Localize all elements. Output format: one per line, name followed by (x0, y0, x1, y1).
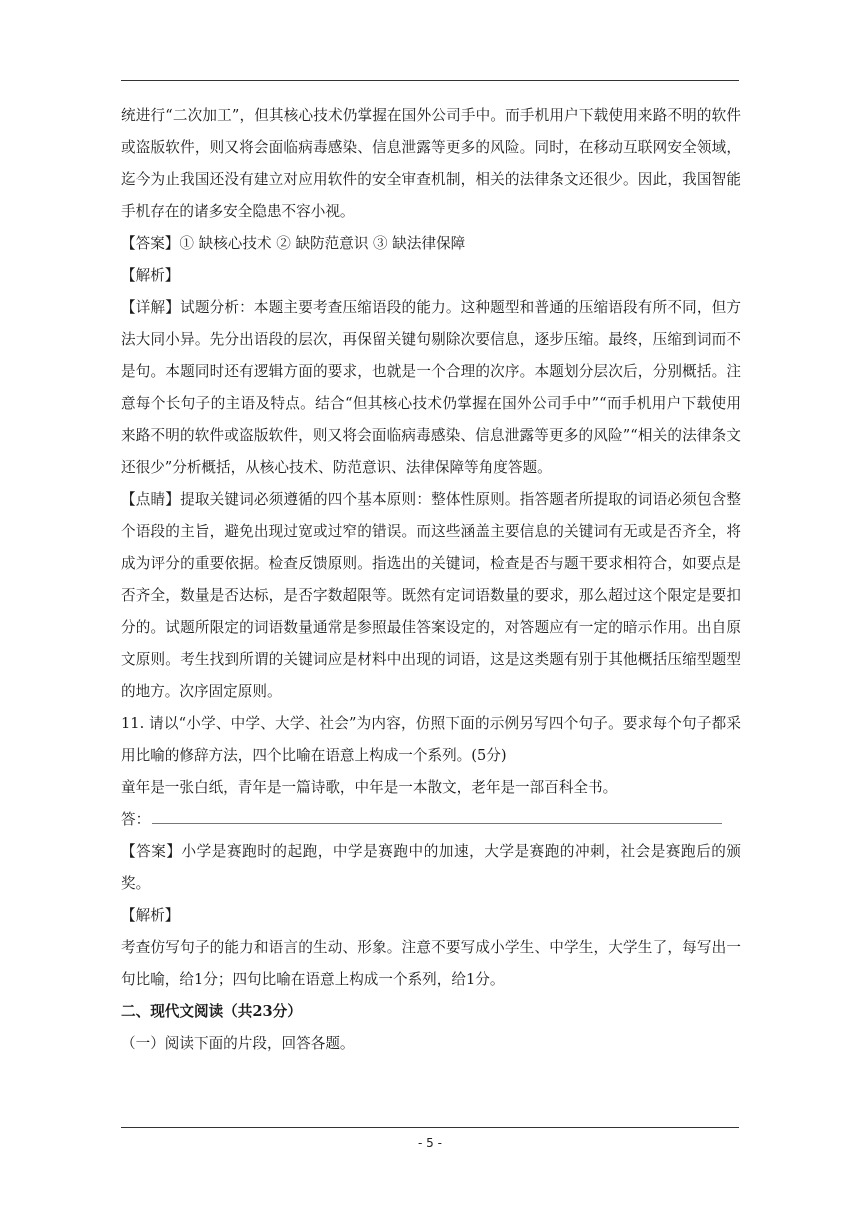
paragraph-continuation: 统进行“二次加工”，但其核心技术仍掌握在国外公司手中。而手机用户下载使用来路不明的软件或盗版软件，则又将会面临病毒感染、信息泄露等更多的风险。同时，在移动互联网安全领域，迄今为止我国还没有建立对应用软件的安全审查机制，相关的法律条文还很少。因此，我国智能手机存在的诸多安全隐患不容小视。 (121, 107, 741, 220)
analysis-q11: 考查仿写句子的能力和语言的生动、形象。注意不要写成小学生、中学生，大学生了，每写出一句比喻，给1分；四句比喻在语意上构成一个系列，给1分。 (121, 939, 741, 988)
answer-line (121, 804, 741, 836)
example-sentence: 童年是一张白纸，青年是一篇诗歌，中年是一本散文，老年是一部百科全书。 (121, 779, 618, 796)
section-heading: 二、现代文阅读（共23分） (121, 1003, 302, 1020)
analysis-label: 【解析】 (121, 267, 180, 284)
answer-q11: 【答案】小学是赛跑时的起跑，中学是赛跑中的加速，大学是赛跑的冲刺，社会是赛跑后的颁奖。 (121, 843, 741, 892)
question-11: 11. 请以“小学、中学、大学、社会”为内容，仿照下面的示例另写四个句子。要求每个句子都采用比喻的修辞方法，四个比喻在语意上构成一个系列。(5分) (121, 715, 741, 764)
answer-blank (152, 805, 722, 824)
page-number: - 5 - (418, 1136, 442, 1150)
detail-explanation: 【详解】试题分析：本题主要考查压缩语段的能力。这种题型和普通的压缩语段有所不同，但方法大同小异。先分出语段的层次，再保留关键句剔除次要信息，逐步压缩。最终，压缩到词而不是句。本题同时还有逻辑方面的要求，也就是一个合理的次序。本题划分层次后，分别概括。注意每个长句子的主语及特点。结合“但其核心技术仍掌握在国外公司手中”“而手机用户下载使用来路不明的软件或盗版软件，则又将会面临病毒感染、信息泄露等更多的风险”“相关的法律条文还很少”分析概括，从核心技术、防范意识、法律保障等角度答题。 (121, 299, 741, 476)
answer-q10: 【答案】① 缺核心技术 ② 缺防范意识 ③ 缺法律保障 (121, 235, 466, 252)
document-body (121, 100, 741, 1060)
tips-explanation: 【点睛】提取关键词必须遵循的四个基本原则：整体性原则。指答题者所提取的词语必须包含整个语段的主旨，避免出现过宽或过窄的错误。而这些涵盖主要信息的关键词有无或是否齐全，将成为评分的重要依据。检查反馈原则。指选出的关键词，检查是否与题干要求相符合，如要点是否齐全，数量是否达标，是否字数超限等。既然有定词语数量的要求，那么超过这个限定是要扣分的。试题所限定的词语数量通常是参照最佳答案设定的，对答题应有一定的暗示作用。出自原文原则。考生找到所谓的关键词应是材料中出现的词语，这是这类题有别于其他概括压缩型题型的地方。次序固定原则。 (121, 491, 741, 700)
analysis-label: 【解析】 (121, 907, 180, 924)
footer-rule (121, 1127, 739, 1128)
answer-prompt: 答： (121, 811, 151, 828)
header-rule (121, 80, 739, 81)
subsection-heading: （一）阅读下面的片段，回答各题。 (121, 1035, 355, 1052)
